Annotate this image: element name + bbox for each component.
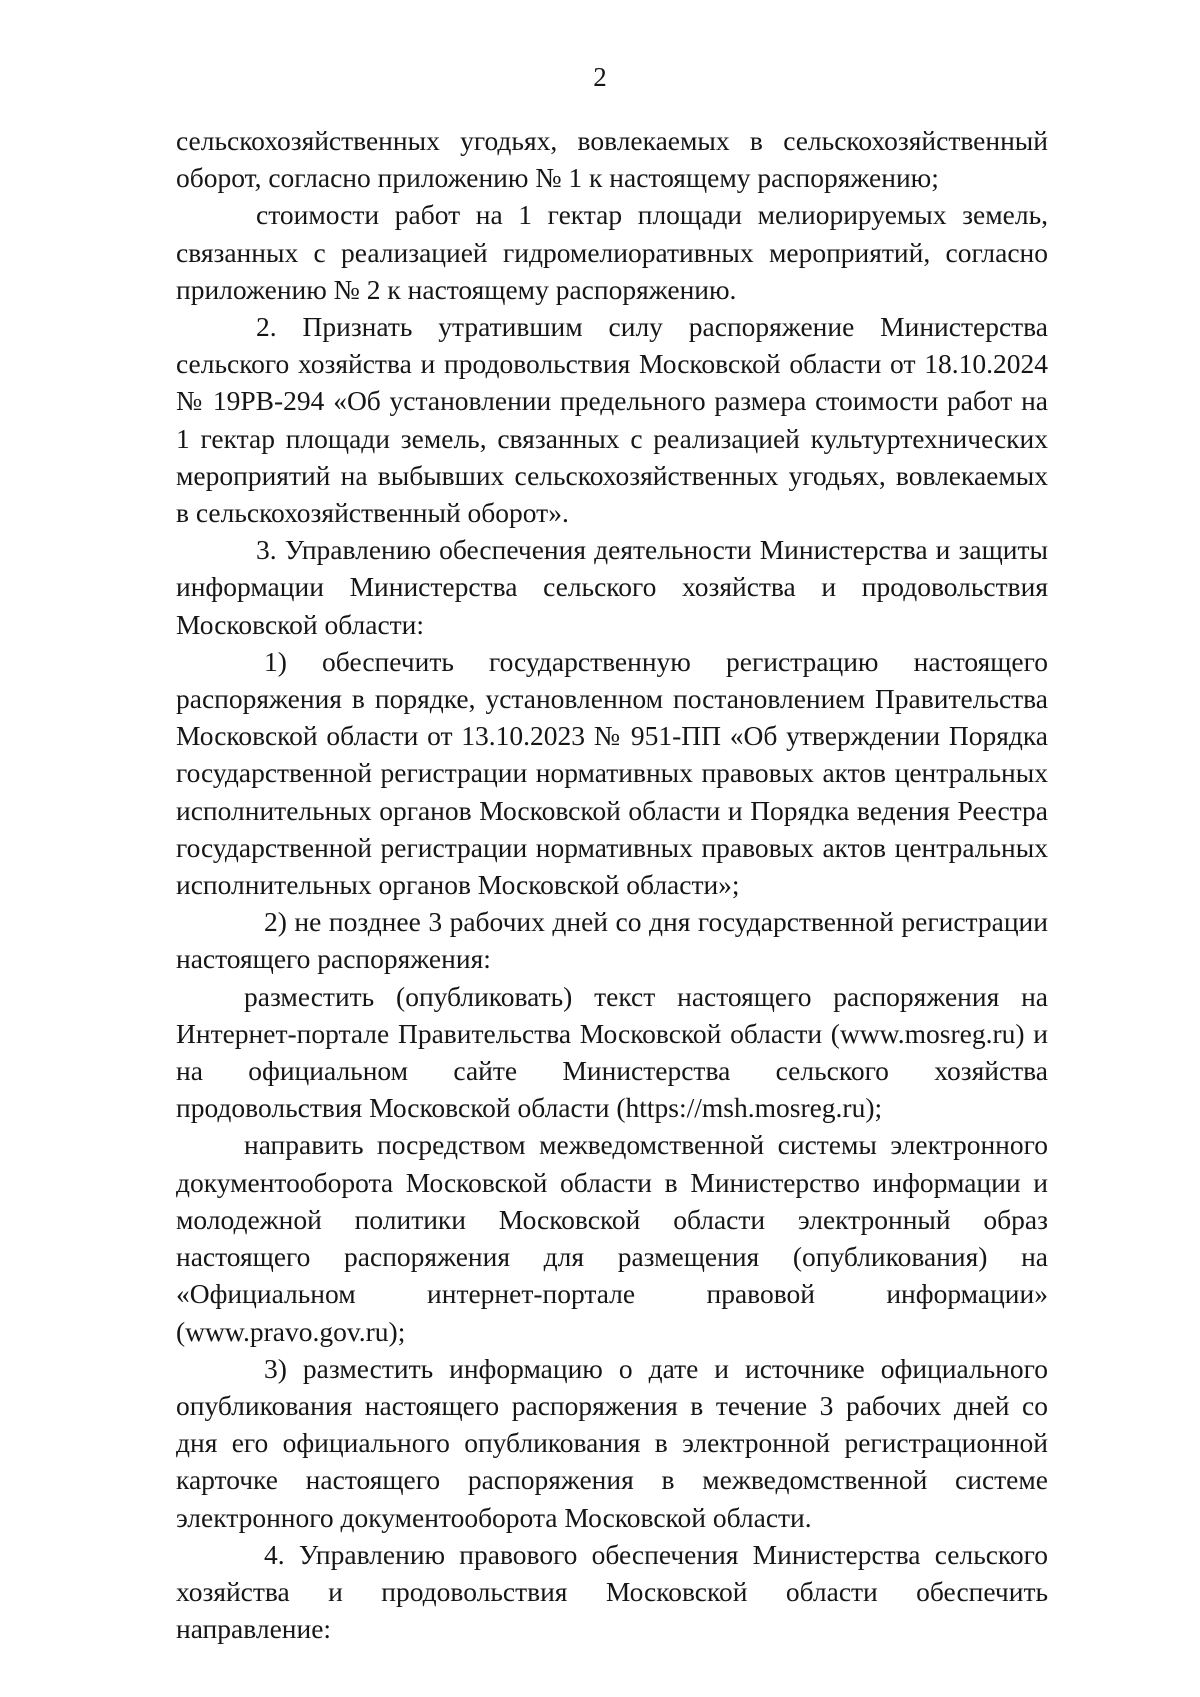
paragraph-subitem-2: 2) не позднее 3 рабочих дней со дня государственной регистрации настоящего распоряжения: bbox=[176, 906, 1048, 975]
paragraph-work-cost: стоимости работ на 1 гектар площади мелиорируемых земель, связанных с реализацией гидромелиоративных мероприятий, согласно приложению № 2 к настоящему распоряжению. bbox=[176, 199, 1048, 305]
paragraph-item-2: 2. Признать утратившим силу распоряжение Министерства сельского хозяйства и продовольствия Московской области от 18.10.2024 № 19РВ-294 «Об установлении предельного размера стоимости работ на 1 гектар площади земель, связанных с реализацией культуртехнических мероприятий на выбывших сельскохозяйственных угодьях, вовлекаемых в сельскохозяйственный оборот». bbox=[176, 311, 1048, 529]
paragraph-item-3: 3. Управлению обеспечения деятельности Министерства и защиты информации Министерства сельского хозяйства и продовольствия Московской области: bbox=[176, 534, 1048, 640]
paragraph-item-4: 4. Управлению правового обеспечения Министерства сельского хозяйства и продовольствия Московской области обеспечить направление: bbox=[176, 1538, 1048, 1645]
paragraph-subitem-1: 1) обеспечить государственную регистрацию настоящего распоряжения в порядке, установленном постановлением Правительства Московской области от 13.10.2023 № 951-ПП «Об утверждении Порядка государственной регистрации нормативных правовых актов центральных исполнительных органов Московской области и Порядка ведения Реестра государственной регистрации нормативных правовых актов центральных исполнительных органов Московской области»; bbox=[176, 645, 1048, 901]
paragraph-publish: разместить (опубликовать) текст настоящего распоряжения на Интернет-портале Правительства Московской области (www.mosreg.ru) и на официальном сайте Министерства сельского хозяйства продовольствия Московской области (https://msh.mosreg.ru); bbox=[176, 980, 1048, 1124]
paragraph-send: направить посредством межведомственной системы электронного документооборота Московской области в Министерство информации и молодежной политики Московской области электронный образ настоящего распоряжения для размещения (опубликования) на «Официальном интернет-портале правовой информации» (www.pravo.gov.ru); bbox=[176, 1129, 1048, 1347]
paragraph-subitem-3: 3) разместить информацию о дате и источнике официального опубликования настоящего распоряжения в течение 3 рабочих дней со дня его официального опубликования в электронной регистрационной карточке настоящего распоряжения в межведомственной системе электронного документооборота Московской области. bbox=[176, 1352, 1048, 1533]
document-body bbox=[176, 122, 1048, 1647]
paragraph-continuation: сельскохозяйственных угодьях, вовлекаемых в сельскохозяйственный оборот, согласно приложению № 1 к настоящему распоряжению; bbox=[176, 125, 1048, 194]
page-number: 2 bbox=[593, 62, 607, 92]
